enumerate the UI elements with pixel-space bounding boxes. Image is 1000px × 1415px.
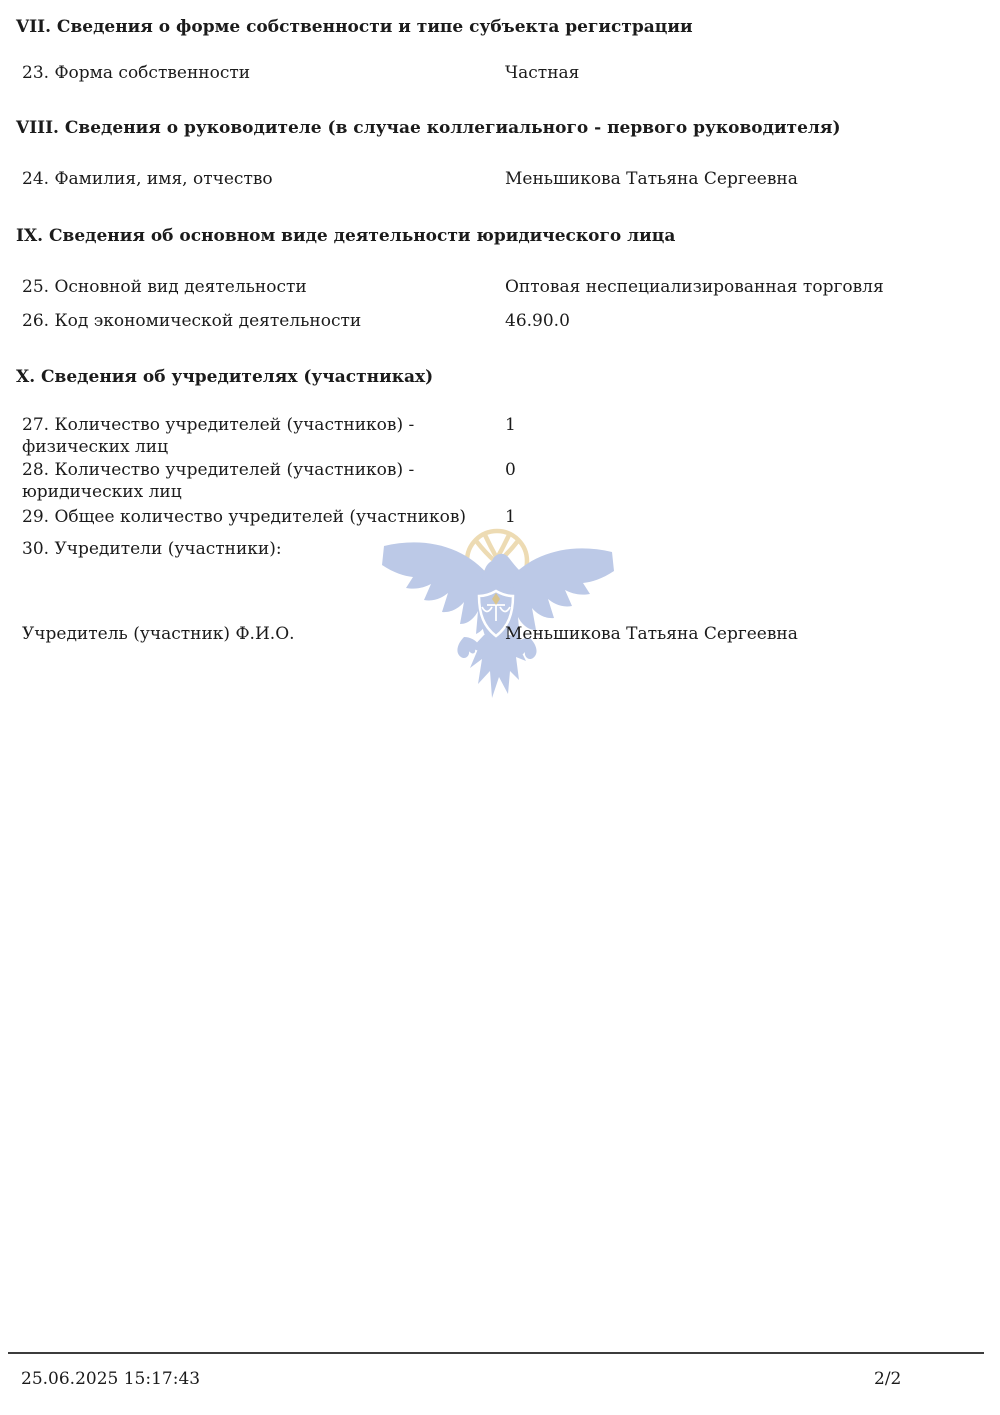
row-value: 1 (505, 507, 516, 527)
row-label: 26. Код экономической деятельности (22, 311, 362, 331)
row-value: Меньшикова Татьяна Сергеевна (505, 624, 798, 644)
row-label: 24. Фамилия, имя, отчество (22, 169, 273, 189)
row-value: Меньшикова Татьяна Сергеевна (505, 169, 798, 189)
row-value: 46.90.0 (505, 311, 570, 331)
footer-timestamp: 25.06.2025 15:17:43 (21, 1369, 201, 1389)
row-label: 29. Общее количество учредителей (участников) (22, 507, 467, 527)
row-value: Оптовая неспециализированная торговля (505, 277, 884, 297)
row-label: 30. Учредители (участники): (22, 539, 282, 559)
section-heading-viii: VIII. Сведения о руководителе (в случае коллегиального - первого руководителя) (16, 118, 841, 138)
row-label: 23. Форма собственности (22, 63, 251, 83)
section-heading-x: X. Сведения об учредителях (участниках) (16, 367, 434, 387)
page-indicator: 2/2 (874, 1369, 902, 1389)
row-label: 27. Количество учредителей (участников) - физических лиц (22, 415, 415, 457)
eagle-icon (382, 542, 614, 698)
row-label: Учредитель (участник) Ф.И.О. (22, 624, 295, 644)
section-heading-ix: IX. Сведения об основном виде деятельности юридического лица (16, 226, 676, 246)
row-value: 1 (505, 415, 516, 435)
row-label: 28. Количество учредителей (участников) - юридических лиц (22, 460, 415, 502)
footer-divider (8, 1352, 984, 1354)
row-value: 0 (505, 460, 516, 480)
row-value: Частная (505, 63, 580, 83)
section-heading-vii: VII. Сведения о форме собственности и типе субъекта регистрации (16, 17, 693, 37)
row-label: 25. Основной вид деятельности (22, 277, 307, 297)
